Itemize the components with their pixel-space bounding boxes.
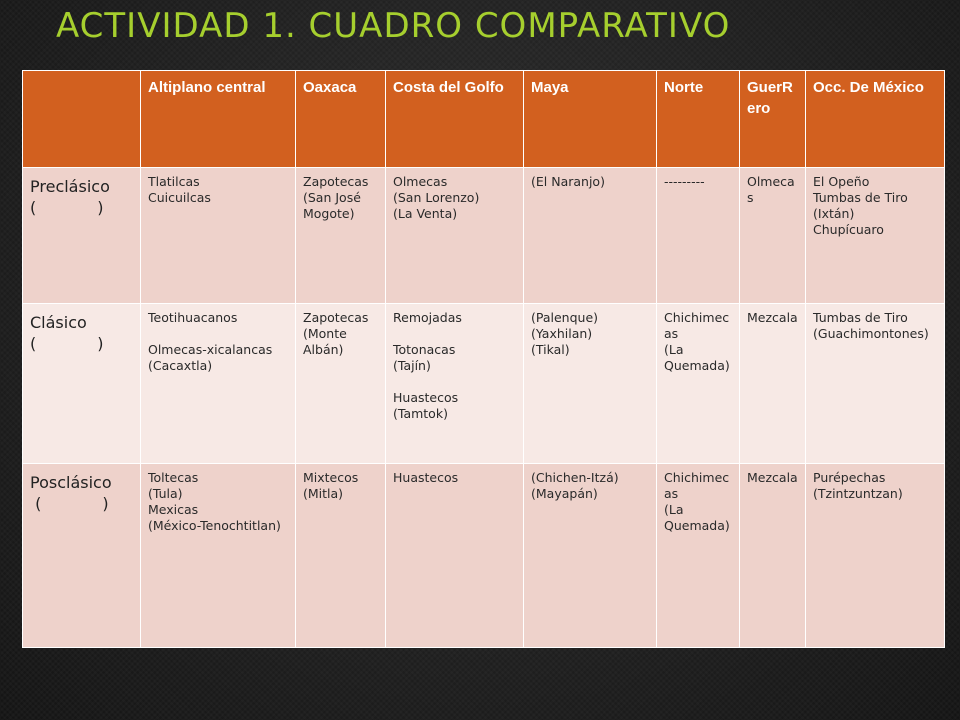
cell-line: Totonacas <box>393 342 456 357</box>
header-guerrero: GuerRero <box>740 71 806 168</box>
cell-line: (Palenque) <box>531 310 599 325</box>
cell-line: Chupícuaro <box>813 222 884 237</box>
cell-line: Remojadas <box>393 310 462 325</box>
cell-line <box>393 374 516 390</box>
cell-line: Cuicuilcas <box>148 190 211 205</box>
table-cell <box>141 304 296 464</box>
table-cell <box>806 464 945 648</box>
table-cell <box>657 168 740 304</box>
cell-line: Teotihuacanos <box>148 310 238 325</box>
cell-line: Chichimecas <box>664 470 730 501</box>
cell-line: (La Venta) <box>393 206 458 221</box>
cell-line: Toltecas <box>148 470 199 485</box>
period-cell <box>23 168 141 304</box>
cell-line: Tlatilcas <box>148 174 200 189</box>
cell-line <box>148 326 288 342</box>
table-cell <box>386 168 524 304</box>
cell-line: (Mayapán) <box>531 486 598 501</box>
table-cell <box>740 464 806 648</box>
header-altiplano-central: Altiplano central <box>141 71 296 168</box>
slide-title: ACTIVIDAD 1. CUADRO COMPARATIVO <box>56 6 731 46</box>
header-maya: Maya <box>524 71 657 168</box>
cell-line: (México-Tenochtitlan) <box>148 518 281 533</box>
cell-line: (Chichen-Itzá) <box>531 470 619 485</box>
table-cell <box>657 464 740 648</box>
table-row-clasico <box>23 304 945 464</box>
cell-line: Purépechas <box>813 470 886 485</box>
table-cell <box>296 168 386 304</box>
table-cell <box>386 304 524 464</box>
period-paren: ( ) <box>30 334 104 353</box>
period-label: Clásico <box>30 313 87 332</box>
period-label: Posclásico <box>30 473 112 492</box>
table-cell <box>141 464 296 648</box>
table-cell <box>296 464 386 648</box>
cell-line: Tumbas de Tiro (Ixtán) <box>813 190 908 221</box>
cell-line <box>393 326 516 342</box>
cell-line: Tumbas de Tiro <box>813 310 908 325</box>
header-costa-del-golfo: Costa del Golfo <box>386 71 524 168</box>
cell-line: (Tula) <box>148 486 183 501</box>
table-cell <box>740 168 806 304</box>
cell-line: (Monte Albán) <box>303 326 347 357</box>
cell-line: Mezcala <box>747 470 798 485</box>
cell-line: (San José Mogote) <box>303 190 361 221</box>
table-cell <box>296 304 386 464</box>
cell-line: Zapotecas <box>303 310 369 325</box>
cell-line: (Tamtok) <box>393 406 448 421</box>
cell-line: Mexicas <box>148 502 199 517</box>
comparison-table <box>22 70 945 648</box>
cell-line: (Cacaxtla) <box>148 358 213 373</box>
cell-line: Huastecos <box>393 470 459 485</box>
period-paren: ( ) <box>30 198 104 217</box>
table-cell <box>141 168 296 304</box>
cell-line: (Tikal) <box>531 342 570 357</box>
table-cell <box>386 464 524 648</box>
table-cell <box>740 304 806 464</box>
cell-line: (Tzintzuntzan) <box>813 486 903 501</box>
cell-line: Zapotecas <box>303 174 369 189</box>
cell-line: (Mitla) <box>303 486 344 501</box>
cell-line: (Guachimontones) <box>813 326 929 341</box>
header-oaxaca: Oaxaca <box>296 71 386 168</box>
cell-line: (San Lorenzo) <box>393 190 480 205</box>
header-row <box>23 71 945 168</box>
cell-line: --------- <box>664 174 705 189</box>
cell-line: Huastecos <box>393 390 459 405</box>
period-cell <box>23 304 141 464</box>
cell-line: (Yaxhilan) <box>531 326 593 341</box>
cell-line: Chichimecas <box>664 310 730 341</box>
cell-line: Olmecas <box>747 174 795 205</box>
cell-line: El Opeño <box>813 174 870 189</box>
cell-line: Mixtecos <box>303 470 359 485</box>
cell-line: Olmecas <box>393 174 448 189</box>
table-cell <box>657 304 740 464</box>
cell-line: (Tajín) <box>393 358 431 373</box>
header-occidente: Occ. De México <box>806 71 945 168</box>
header-norte: Norte <box>657 71 740 168</box>
cell-line: Mezcala <box>747 310 798 325</box>
cell-line: (La Quemada) <box>664 502 730 533</box>
table-cell <box>806 168 945 304</box>
table-cell <box>524 464 657 648</box>
cell-line: Olmecas-xicalancas <box>148 342 273 357</box>
table-cell <box>524 168 657 304</box>
table-cell <box>806 304 945 464</box>
table-row-posclasico <box>23 464 945 648</box>
cell-line: (La Quemada) <box>664 342 730 373</box>
table-cell <box>524 304 657 464</box>
period-label: Preclásico <box>30 177 110 196</box>
cell-line: (El Naranjo) <box>531 174 605 189</box>
table-row-preclasico <box>23 168 945 304</box>
header-corner <box>23 71 141 168</box>
period-paren: ( ) <box>30 494 109 513</box>
period-cell <box>23 464 141 648</box>
